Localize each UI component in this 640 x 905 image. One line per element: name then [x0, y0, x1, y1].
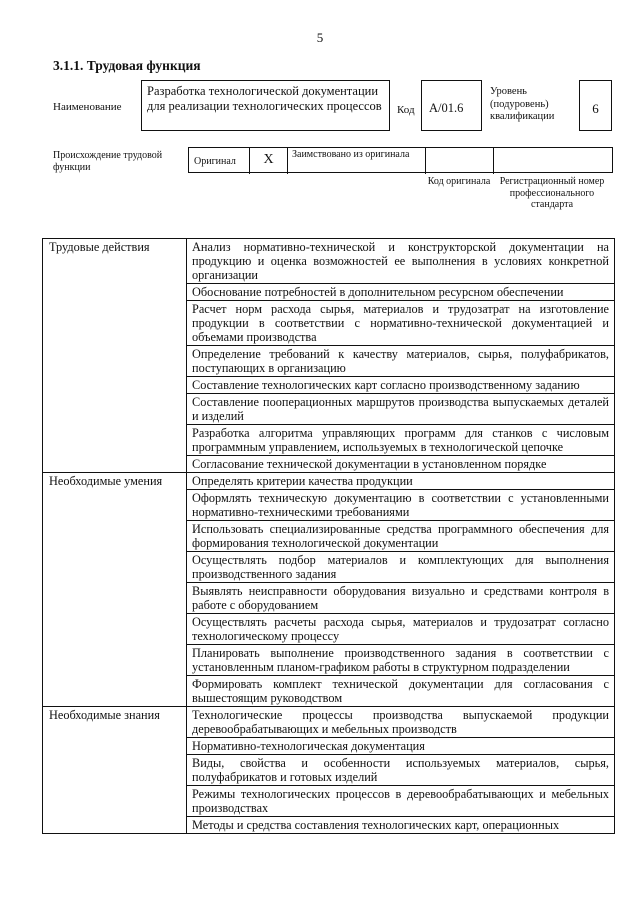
- table-item: Анализ нормативно-технической и конструкторской документации на продукцию и оценка возможностей ее выполнения в условиях конкретной организации: [187, 239, 615, 284]
- origin-label: Происхождение трудовой функции: [53, 150, 163, 173]
- table-item: Использовать специализированные средства программного обеспечения для формирования технологической документации: [187, 521, 615, 552]
- table-row: [43, 473, 615, 490]
- table-item: Определять критерии качества продукции: [187, 473, 615, 490]
- table-item: Методы и средства составления технологических карт, операционных: [187, 817, 615, 834]
- section-category: Трудовые действия: [43, 239, 187, 473]
- original-label: Оригинал: [194, 156, 236, 167]
- function-name: Разработка технологической документации для реализации технологических процессов: [147, 84, 382, 113]
- table-item: Разработка алгоритма управляющих программ для станков с числовым программным управлением, используемых в технологической цепочке: [187, 425, 615, 456]
- name-label: Наименование: [53, 101, 122, 113]
- table-row: [43, 239, 615, 284]
- page-number: 5: [316, 30, 324, 45]
- level-label: Уровень (подуровень) квалификации: [490, 86, 555, 122]
- section-title: 3.1.1. Трудовая функция: [53, 58, 201, 73]
- table-item: Составление технологических карт согласно производственному заданию: [187, 377, 615, 394]
- reg-number-label: Регистрационный номер профессионального стандарта: [499, 176, 605, 210]
- table-item: Осуществлять подбор материалов и комплектующих для выполнения производственного задания: [187, 552, 615, 583]
- table-item: Составление пооперационных маршрутов производства выпускаемых деталей и изделий: [187, 394, 615, 425]
- table-item: Выявлять неисправности оборудования визуально и средствами контроля в работе с оборудованием: [187, 583, 615, 614]
- table-item: Режимы технологических процессов в деревообрабатывающих и мебельных производствах: [187, 786, 615, 817]
- level-value: 6: [592, 101, 599, 116]
- table-item: Обоснование потребностей в дополнительном ресурсном обеспечении: [187, 284, 615, 301]
- table-row: [43, 707, 615, 738]
- table-item: Осуществлять расчеты расхода сырья, материалов и трудозатрат согласно технологическому процессу: [187, 614, 615, 645]
- table-item: Определение требований к качеству материалов, сырья, полуфабрикатов, поступающих в организацию: [187, 346, 615, 377]
- table-item: Согласование технической документации в установленном порядке: [187, 456, 615, 473]
- code-original-label: Код оригинала: [427, 176, 491, 187]
- table-item: Расчет норм расхода сырья, материалов и трудозатрат на изготовление продукции в соответствии с нормативно-технической документацией и объемами производства: [187, 301, 615, 346]
- table-item: Технологические процессы производства выпускаемой продукции деревообрабатывающих и мебельных производств: [187, 707, 615, 738]
- labor-function-table: [42, 238, 615, 834]
- original-mark: X: [263, 152, 274, 167]
- code-value: A/01.6: [429, 101, 464, 115]
- section-category: Необходимые знания: [43, 707, 187, 834]
- table-item: Оформлять техническую документацию в соответствии с установленными нормативно-техническими требованиями: [187, 490, 615, 521]
- section-category: Необходимые умения: [43, 473, 187, 707]
- borrowed-label: Заимствовано из оригинала: [292, 149, 410, 160]
- table-item: Планировать выполнение производственного задания в соответствии с установленным планом-графиком работы в структурном подразделении: [187, 645, 615, 676]
- table-item: Виды, свойства и особенности используемых материалов, сырья, полуфабрикатов и готовых изделий: [187, 755, 615, 786]
- table-item: Формировать комплект технической документации для согласования с вышестоящим руководством: [187, 676, 615, 707]
- table-item: Нормативно-технологическая документация: [187, 738, 615, 755]
- code-label: Код: [397, 104, 415, 116]
